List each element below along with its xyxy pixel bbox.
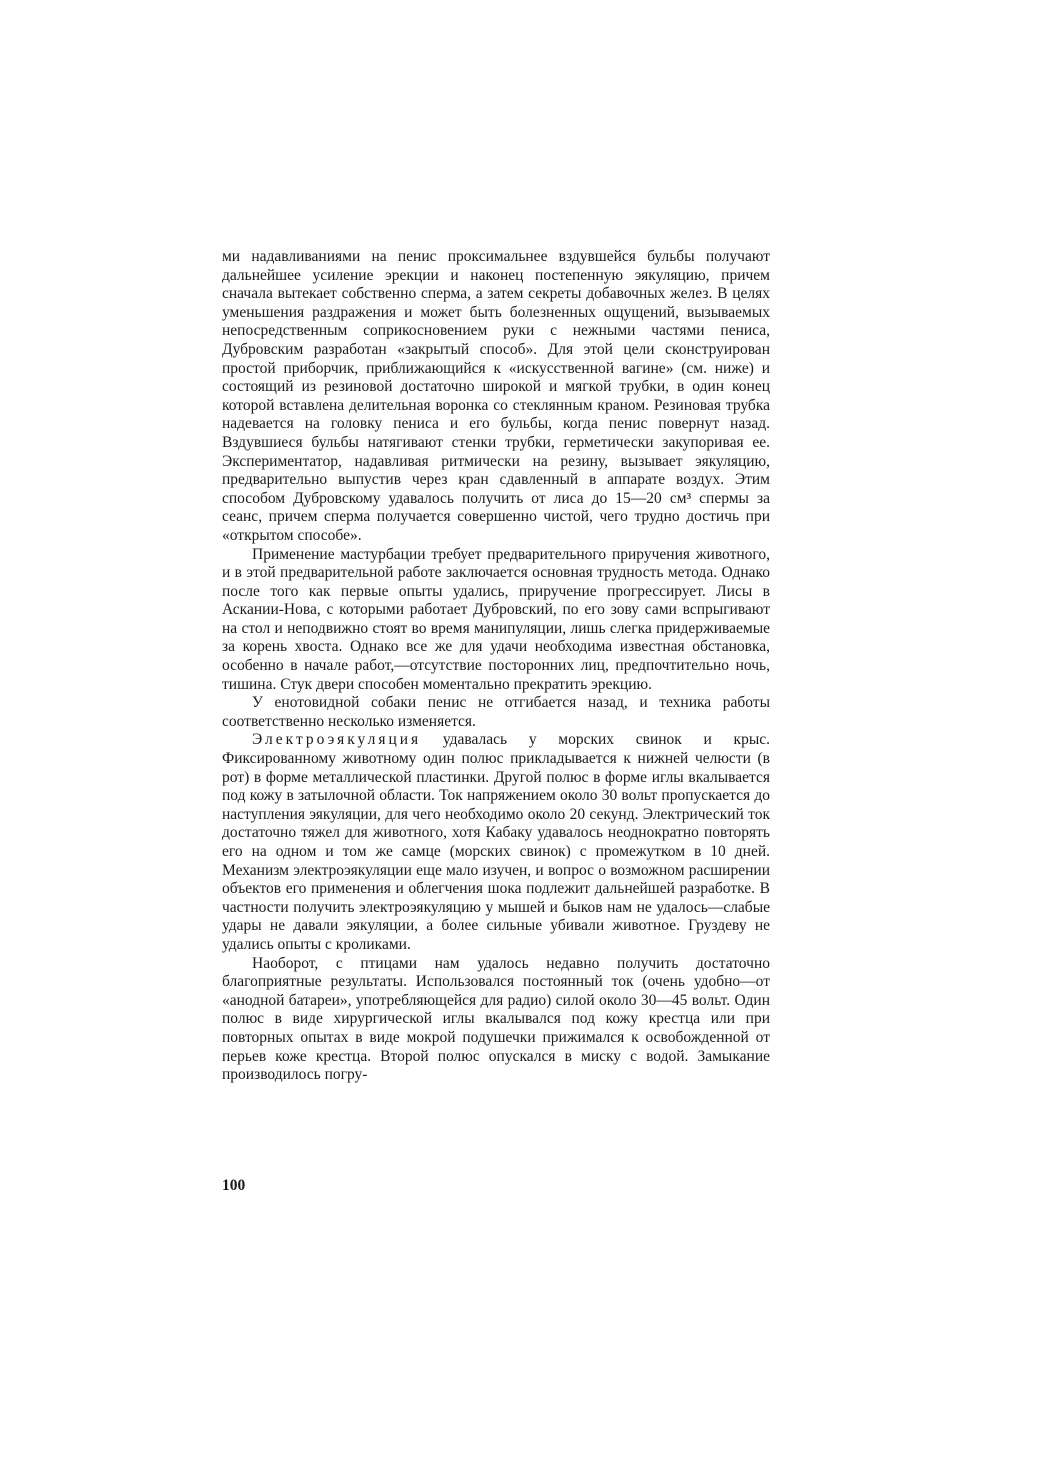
- paragraph-2: Применение мастурбации требует предварительного приручения животного, и в этой предварительной работе заключается основная трудность метода. Однако после того как первые опыты удались, приручение прогрессирует. Лисы в Аскании-Нова, с которыми работает Дубровский, по его зову сами вспрыгивают на стол и неподвижно стоят во время манипуляции, лишь слегка придерживаемые за корень хвоста. Однако все же для удачи необходима известная обстановка, особенно в начале работ,—отсутствие посторонних лиц, предпочтительно ночь, тишина. Стук двери способен моментально прекратить эрекцию.: [222, 545, 770, 693]
- body-text: [222, 248, 770, 1085]
- paragraph-4-text: удавалась у морских свинок и крыс. Фиксированному животному один полюс прикладывается к нижней челюсти (в рот) в форме металлической пластинки. Другой полюс в форме иглы вкалывается под кожу в затылочной области. Ток напряжением около 30 вольт пропускается до наступления эякуляции, для чего необходимо около 20 секунд. Электрический ток достаточно тяжел для животного, хотя Кабаку удавалось неоднократно повторять его на одном и том же самце (морских свинок) с промежутком в 10 дней. Механизм электроэякуляции еще мало изучен, и вопрос о возможном расширении объектов его применения и облегчения шока подлежит дальнейшей разработке. В частности получить электроэякуляцию у мышей и быков нам не удалось—слабые удары не давали эякуляции, а более сильные убивали животное. Груздеву не удались опыты с кроликами.: [222, 731, 770, 953]
- paragraph-3: У енотовидной собаки пенис не отгибается назад, и техника работы соответственно несколько изменяется.: [222, 694, 770, 730]
- paragraph-1: ми надавливаниями на пенис проксимальнее вздувшейся бульбы получают дальнейшее усиление эрекции и наконец постепенную эякуляцию, причем сначала вытекает собственно сперма, а затем секреты добавочных желез. В целях уменьшения раздражения и может быть болезненных ощущений, вызываемых непосредственным соприкосновением руки с нежными частями пениса, Дубровским разработан «закрытый способ». Для этой цели сконструирован простой приборчик, приближающийся к «искусственной вагине» (см. ниже) и состоящий из резиновой достаточно широкой и мягкой трубки, в один конец которой вставлена делительная воронка со стеклянным краном. Резиновая трубка надевается на головку пениса и его бульбы, когда пенис повернут назад. Вздувшиеся бульбы натягивают стенки трубки, герметически закупоривая ее. Экспериментатор, надавливая ритмически на резину, вызывает эякуляцию, предварительно выпустив через кран сдавленный в аппарате воздух. Этим способом Дубровскому удавалось получить от лиса до 15—20 см³ спермы за сеанс, причем сперма получается совершенно чистой, чего трудно достичь при «открытом способе».: [222, 248, 770, 544]
- term-electroejaculation: Электроэякуляция: [252, 731, 422, 749]
- page-number: 100: [222, 1177, 246, 1194]
- paragraph-5: Наоборот, с птицами нам удалось недавно получить достаточно благоприятные результаты. Использовался постоянный ток (очень удобно—от «анодной батареи», употребляющейся для радио) силой около 30—45 вольт. Один полюс в виде хирургической иглы вкалывался под кожу крестца или при повторных опытах в виде мокрой подушечки прижимался к освобожденной от перьев коже крестца. Второй полюс опускался в миску с водой. Замыкание производилось погру-: [222, 954, 770, 1084]
- paragraph-4: [222, 731, 770, 954]
